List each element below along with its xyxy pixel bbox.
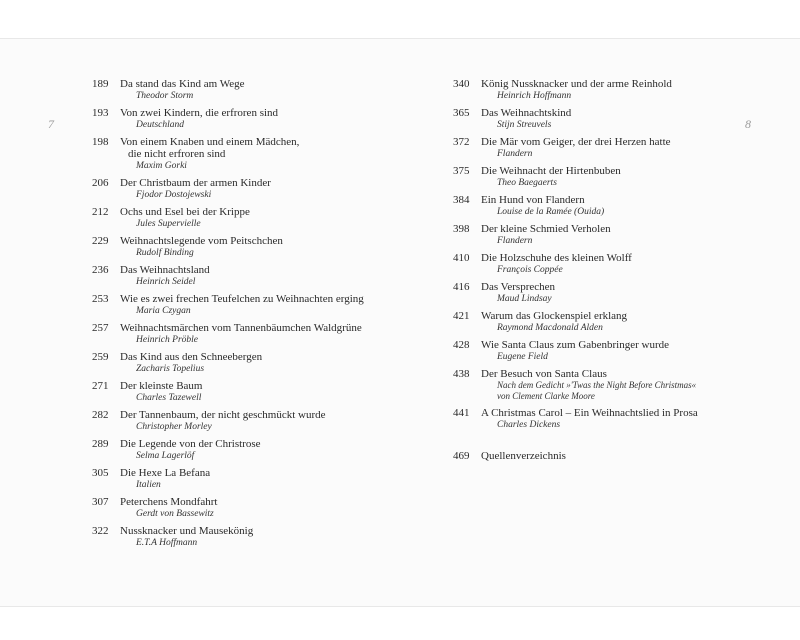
toc-entry-body	[481, 253, 632, 276]
toc-entry	[453, 195, 698, 218]
toc-entry-body	[481, 195, 604, 218]
toc-title: Quellenverzeichnis	[481, 450, 566, 462]
toc-author: Italien	[136, 480, 161, 490]
toc-title: Der Besuch von Santa Claus	[481, 368, 607, 380]
toc-entry-body	[120, 526, 253, 549]
toc-title: Weihnachtsmärchen vom Tannenbäumchen Waldgrüne	[120, 322, 362, 334]
toc-title: Von einem Knaben und einem Mädchen,	[120, 136, 300, 148]
toc-entry-body	[120, 323, 362, 346]
toc-entry	[92, 79, 364, 102]
toc-title-continued: die nicht erfroren sind	[128, 148, 226, 160]
toc-entry-body	[120, 137, 299, 172]
toc-title: Das Kind aus den Schneebergen	[120, 351, 263, 363]
toc-entry	[453, 166, 698, 189]
toc-author: Flandern	[497, 236, 533, 246]
toc-entry	[92, 236, 364, 259]
toc-title: Die Mär vom Geiger, der drei Herzen hatte	[481, 136, 671, 148]
toc-entry-body	[481, 137, 671, 160]
toc-title: Nussknacker und Mausekönig	[120, 525, 254, 537]
toc-entry-body	[481, 451, 566, 462]
toc-author: Stijn Streuvels	[497, 120, 552, 130]
toc-page-number: 193	[92, 107, 109, 119]
toc-page-number: 212	[92, 206, 109, 218]
toc-entry-body	[481, 108, 571, 131]
toc-entry	[92, 137, 364, 172]
toc-entry	[453, 451, 698, 462]
toc-entry-body	[120, 468, 210, 491]
toc-title: Weihnachtslegende vom Peitschchen	[120, 235, 283, 247]
toc-entry	[92, 526, 364, 549]
toc-entry-body	[120, 236, 283, 259]
toc-page-number: 428	[453, 339, 470, 351]
toc-title: Die Holzschuhe des kleinen Wolff	[481, 252, 632, 264]
toc-page-number: 198	[92, 136, 109, 148]
page-number-right: 8	[745, 117, 751, 131]
toc-author: Fjodor Dostojewski	[136, 190, 212, 200]
toc-entry-body	[120, 265, 210, 288]
toc-entry	[92, 381, 364, 404]
toc-author: Flandern	[497, 149, 533, 159]
toc-page-number: 421	[453, 310, 470, 322]
toc-page-number: 375	[453, 165, 470, 177]
toc-author: Christopher Morley	[136, 422, 212, 432]
toc-author: Charles Dickens	[497, 420, 561, 430]
toc-title: Das Weihnachtsland	[120, 264, 210, 276]
toc-entry-body	[120, 108, 278, 131]
toc-title: Der Christbaum der armen Kinder	[120, 177, 271, 189]
toc-title: Warum das Glockenspiel erklang	[481, 310, 628, 322]
toc-entry	[453, 369, 698, 402]
toc-title: Die Hexe La Befana	[120, 467, 211, 479]
toc-entry-body	[481, 408, 698, 431]
toc-entry	[92, 294, 364, 317]
toc-author: von Clement Clarke Moore	[497, 391, 595, 401]
toc-entry-body	[120, 79, 244, 102]
toc-title: Da stand das Kind am Wege	[120, 78, 245, 90]
toc-entry	[453, 108, 698, 131]
toc-author: Deutschland	[136, 120, 185, 130]
toc-author: Theodor Storm	[136, 91, 194, 101]
toc-title: Die Legende von der Christrose	[120, 438, 261, 450]
toc-entry	[453, 253, 698, 276]
toc-entry	[92, 323, 364, 346]
toc-page-number: 289	[92, 438, 109, 450]
toc-page-number: 322	[92, 525, 109, 537]
toc-page-number: 307	[92, 496, 109, 508]
toc-entry-body	[481, 369, 696, 402]
toc-page-number: 253	[92, 293, 109, 305]
toc-entry	[92, 108, 364, 131]
toc-author: Louise de la Ramée (Ouida)	[497, 207, 605, 217]
toc-page-number: 372	[453, 136, 470, 148]
toc-entry-body	[120, 381, 202, 404]
toc-entry-body	[120, 352, 262, 375]
toc-entry-body	[120, 178, 271, 201]
toc-subtitle: Nach dem Gedicht »'Twas the Night Before Christmas«	[497, 380, 697, 390]
toc-author: Raymond Macdonald Alden	[497, 323, 603, 333]
toc-entry	[92, 468, 364, 491]
toc-entry-body	[481, 282, 555, 305]
toc-title: Der kleinste Baum	[120, 380, 203, 392]
toc-page-number: 189	[92, 78, 109, 90]
toc-entry	[92, 497, 364, 520]
toc-entry	[453, 137, 698, 160]
toc-author: François Coppée	[497, 265, 563, 275]
toc-left-column	[92, 79, 364, 555]
toc-entry	[453, 282, 698, 305]
toc-title: Der kleine Schmied Verholen	[481, 223, 611, 235]
toc-title: Ein Hund von Flandern	[481, 194, 585, 206]
toc-entry	[92, 207, 364, 230]
toc-author: Maxim Gorki	[136, 161, 187, 171]
toc-entry-body	[481, 340, 669, 363]
toc-title: Die Weihnacht der Hirtenbuben	[481, 165, 621, 177]
toc-entry-body	[120, 410, 326, 433]
toc-author: Maud Lindsay	[497, 294, 552, 304]
toc-page-number: 365	[453, 107, 470, 119]
toc-page-number: 271	[92, 380, 109, 392]
toc-entry-body	[120, 439, 261, 462]
toc-entry	[92, 265, 364, 288]
toc-entry	[453, 408, 698, 431]
toc-page-number: 438	[453, 368, 470, 380]
toc-page-number: 282	[92, 409, 109, 421]
toc-entry-body	[481, 311, 627, 334]
toc-page-number: 384	[453, 194, 470, 206]
toc-title: Das Weihnachtskind	[481, 107, 572, 119]
toc-page-number: 305	[92, 467, 109, 479]
toc-author: Selma Lagerlöf	[136, 451, 195, 461]
toc-page-number: 340	[453, 78, 470, 90]
toc-author: Heinrich Seidel	[136, 277, 196, 287]
toc-entry-body	[120, 294, 364, 317]
toc-title: Wie Santa Claus zum Gabenbringer wurde	[481, 339, 670, 351]
toc-author: Gerdt von Bassewitz	[136, 509, 214, 519]
toc-entry	[92, 410, 364, 433]
toc-author: E.T.A Hoffmann	[136, 538, 198, 548]
toc-author: Maria Czygan	[136, 306, 191, 316]
toc-author: Theo Baegaerts	[497, 178, 557, 188]
toc-author: Zacharis Topelius	[136, 364, 205, 374]
toc-page-number: 416	[453, 281, 470, 293]
toc-entry-body	[481, 166, 621, 189]
toc-title: Das Versprechen	[481, 281, 556, 293]
toc-title: König Nussknacker und der arme Reinhold	[481, 78, 672, 90]
toc-author: Jules Supervielle	[136, 219, 201, 229]
toc-page-number: 257	[92, 322, 109, 334]
toc-page-number: 236	[92, 264, 109, 276]
toc-page-number: 441	[453, 407, 470, 419]
toc-entry	[453, 311, 698, 334]
page-number-left: 7	[48, 117, 54, 131]
toc-page-number: 410	[453, 252, 470, 264]
toc-entry	[453, 224, 698, 247]
toc-title: Peterchens Mondfahrt	[120, 496, 218, 508]
toc-title: Der Tannenbaum, der nicht geschmückt wurde	[120, 409, 326, 421]
toc-entry-body	[120, 207, 250, 230]
toc-author: Heinrich Hoffmann	[497, 91, 572, 101]
toc-entry	[453, 340, 698, 363]
toc-page-number: 398	[453, 223, 470, 235]
toc-entry	[453, 79, 698, 102]
toc-author: Heinrich Pröble	[136, 335, 199, 345]
toc-entry	[92, 178, 364, 201]
toc-page-number: 206	[92, 177, 109, 189]
toc-page-number: 229	[92, 235, 109, 247]
toc-title: Ochs und Esel bei der Krippe	[120, 206, 250, 218]
toc-page-number: 259	[92, 351, 109, 363]
toc-right-column	[453, 79, 698, 468]
toc-title: A Christmas Carol – Ein Weihnachtslied in Prosa	[481, 407, 698, 419]
toc-entry-body	[120, 497, 217, 520]
toc-title: Von zwei Kindern, die erfroren sind	[120, 107, 279, 119]
toc-author: Eugene Field	[497, 352, 548, 362]
toc-author: Rudolf Binding	[136, 248, 194, 258]
toc-page-number: 469	[453, 450, 470, 462]
toc-title: Wie es zwei frechen Teufelchen zu Weihnachten erging	[120, 293, 364, 305]
toc-author: Charles Tazewell	[136, 393, 202, 403]
toc-entry-body	[481, 79, 672, 102]
toc-gap	[453, 437, 698, 451]
toc-entry-body	[481, 224, 611, 247]
toc-entry	[92, 439, 364, 462]
toc-entry	[92, 352, 364, 375]
